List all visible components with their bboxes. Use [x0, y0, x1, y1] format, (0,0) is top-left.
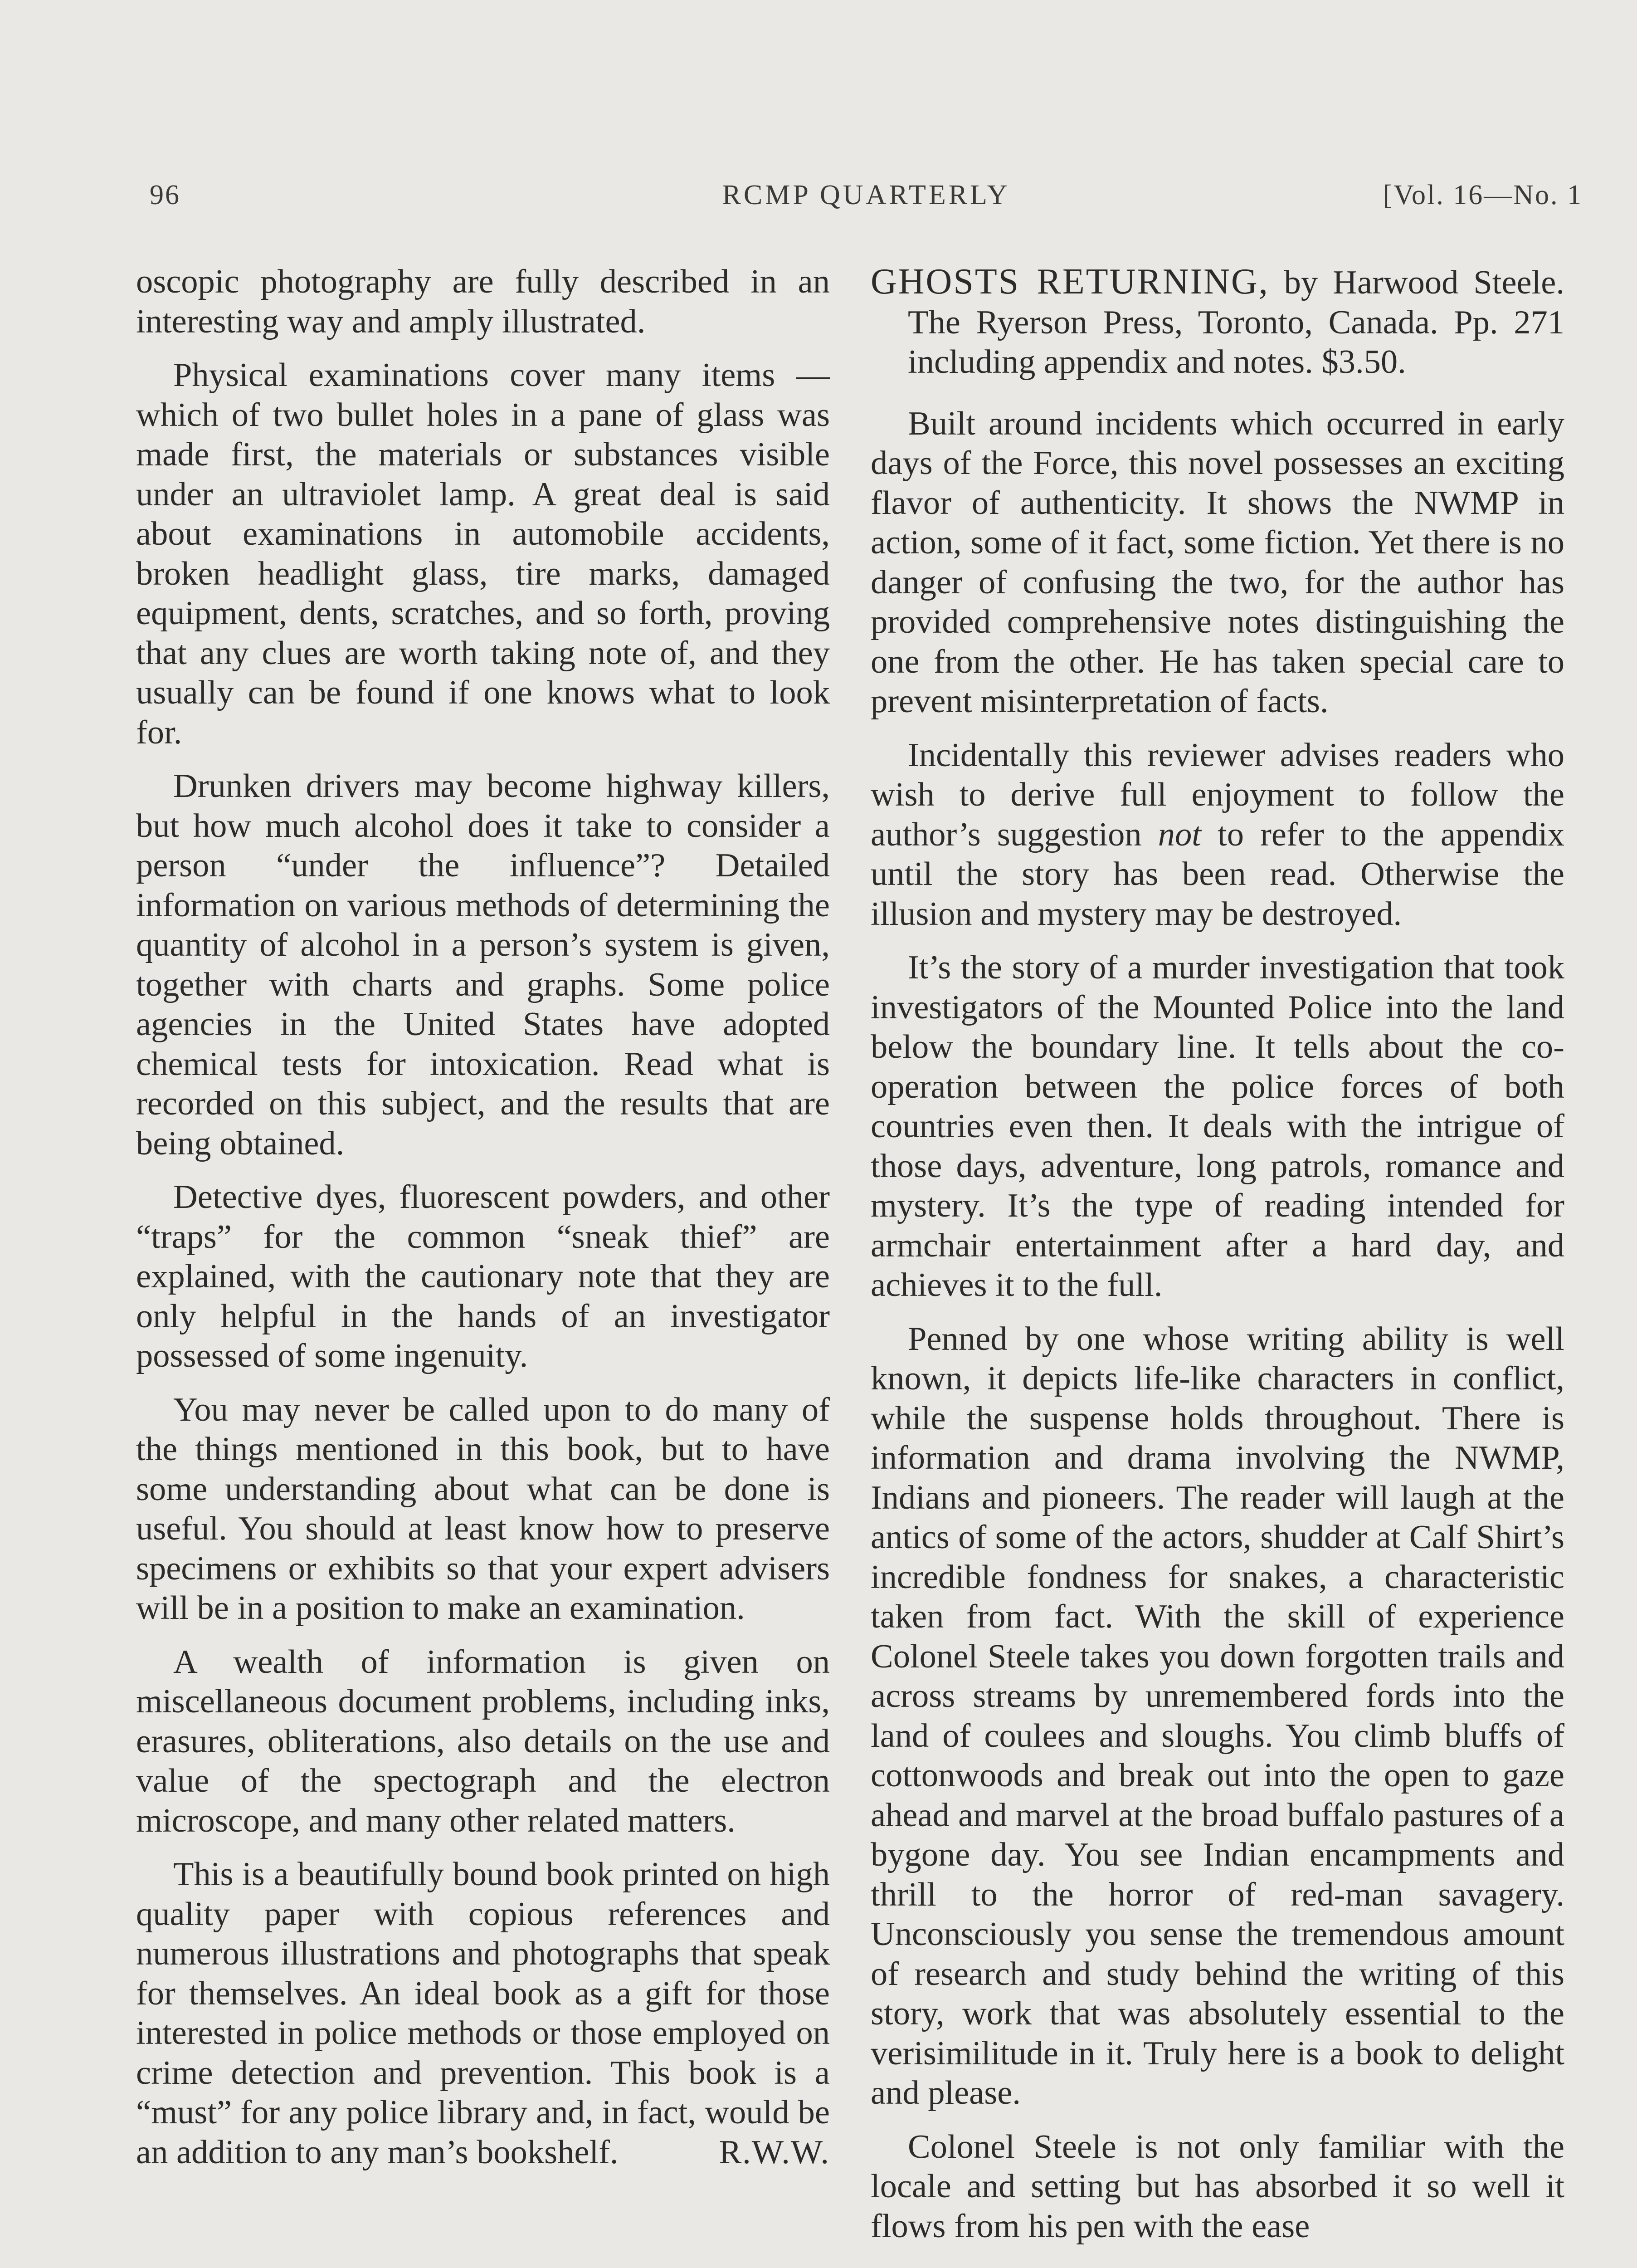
paragraph: Detective dyes, fluorescent powders, and other “traps” for the common “sneak thief” are explained, with the cautionary note that they are only helpful in the hands of an investigator possessed of some ingenuity.: [136, 1178, 830, 1374]
paragraph: [871, 736, 1564, 934]
paragraph: Colonel Steele is not only familiar with the locale and setting but has absorbed it so well it flows from his pen with the ease: [871, 2128, 1564, 2245]
book-details: by Harwood Steele. The Ryerson Press, Toronto, Canada. Pp. 271 including appendix and notes. $3.50.: [908, 264, 1564, 381]
page-number: 96: [150, 180, 180, 210]
left-column: [136, 262, 830, 2186]
paragraph: oscopic photography are fully described in an interesting way and amply illustrated.: [136, 263, 830, 340]
book-title: GHOSTS RETURNING,: [871, 262, 1269, 302]
paragraph: Built around incidents which occurred in early days of the Force, this novel possesses an exciting flavor of authenticity. It shows the NWMP in action, some of it fact, some fiction. Yet there is no danger of confusing the two, for the author has provided comprehensive notes distinguishing the one from the other. He has taken special care to prevent misinterpretation of facts.: [871, 405, 1564, 720]
paragraph: Physical examinations cover many items —which of two bullet holes in a pane of glass was made first, the materials or substances visible under an ultraviolet lamp. A great deal is said about examinations in automobile accidents, broken headlight glass, tire marks, damaged equipment, dents, scratches, and so forth, proving that any clues are worth taking note of, and they usually can be found if one knows what to look for.: [136, 357, 830, 751]
paragraph-text: This is a beautifully bound book printed on high quality paper with copious references and numerous illustrations and photographs that speak for themselves. An ideal book as a gift for those interested in police methods or those employed on crime detection and prevention. This book is a “must” for any police library and, in fact, would be an addition to any man’s bookshelf.: [136, 1856, 830, 2171]
paragraph: Drunken drivers may become highway killers, but how much alcohol does it take to consider a person “under the influence”? Detailed information on various methods of determining the quantity of alcohol in a person’s system is given, together with charts and graphs. Some police agencies in the United States have adopted chemical tests for intoxication. Read what is recorded on this subject, and the results that are being obtained.: [136, 767, 830, 1162]
paragraph: It’s the story of a murder investigation that took investigators of the Mounted Police into the land below the boundary line. It tells about the co-operation between the police forces of both countries even then. It deals with the intrigue of those days, adventure, long patrols, romance and mystery. It’s the type of reading intended for armchair entertainment after a hard day, and achieves it to the full.: [871, 949, 1564, 1304]
volume-issue: [Vol. 16—No. 1: [1383, 180, 1583, 210]
paragraph-text: Incidentally this reviewer advises readers who wish to derive full enjoyment to follow the author’s suggestion: [871, 736, 1564, 853]
right-column: [871, 262, 1564, 2260]
book-review-heading: [871, 262, 1564, 382]
publication-title: RCMP QUARTERLY: [722, 180, 1010, 210]
paragraph: A wealth of information is given on miscellaneous document problems, including inks, erasures, obliterations, also details on the use and value of the spectograph and the electron microscope, and many other related matters.: [136, 1643, 830, 1839]
emphasis: not: [1158, 816, 1201, 853]
page-header: [150, 179, 1583, 220]
paragraph-text: to refer to the appendix until the story has been read. Otherwise the illusion and mystery may be destroyed.: [871, 816, 1564, 933]
reviewer-signoff: R.W.W.: [719, 2133, 830, 2171]
paragraph: You may never be called upon to do many of the things mentioned in this book, but to have some understanding about what can be done is useful. You should at least know how to preserve specimens or exhibits so that your expert advisers will be in a position to make an examination.: [136, 1391, 830, 1627]
paragraph: Penned by one whose writing ability is well known, it depicts life-like characters in conflict, while the suspense holds throughout. There is information and drama involving the NWMP, Indians and pioneers. The reader will laugh at the antics of some of the actors, shudder at Calf Shirt’s incredible fondness for snakes, a characteristic taken from fact. With the skill of experience Colonel Steele takes you down forgotten trails and across streams by unremembered fords into the land of coulees and sloughs. You climb bluffs of cottonwoods and break out into the open to gaze ahead and marvel at the broad buffalo pastures of a bygone day. You see Indian encampments and thrill to the horror of red-man savagery. Unconsciously you sense the tremendous amount of research and study behind the writing of this story, work that was absolutely essential to the verisimilitude in it. Truly here is a book to delight and please.: [871, 1320, 1564, 2112]
paragraph: [136, 1855, 830, 2172]
